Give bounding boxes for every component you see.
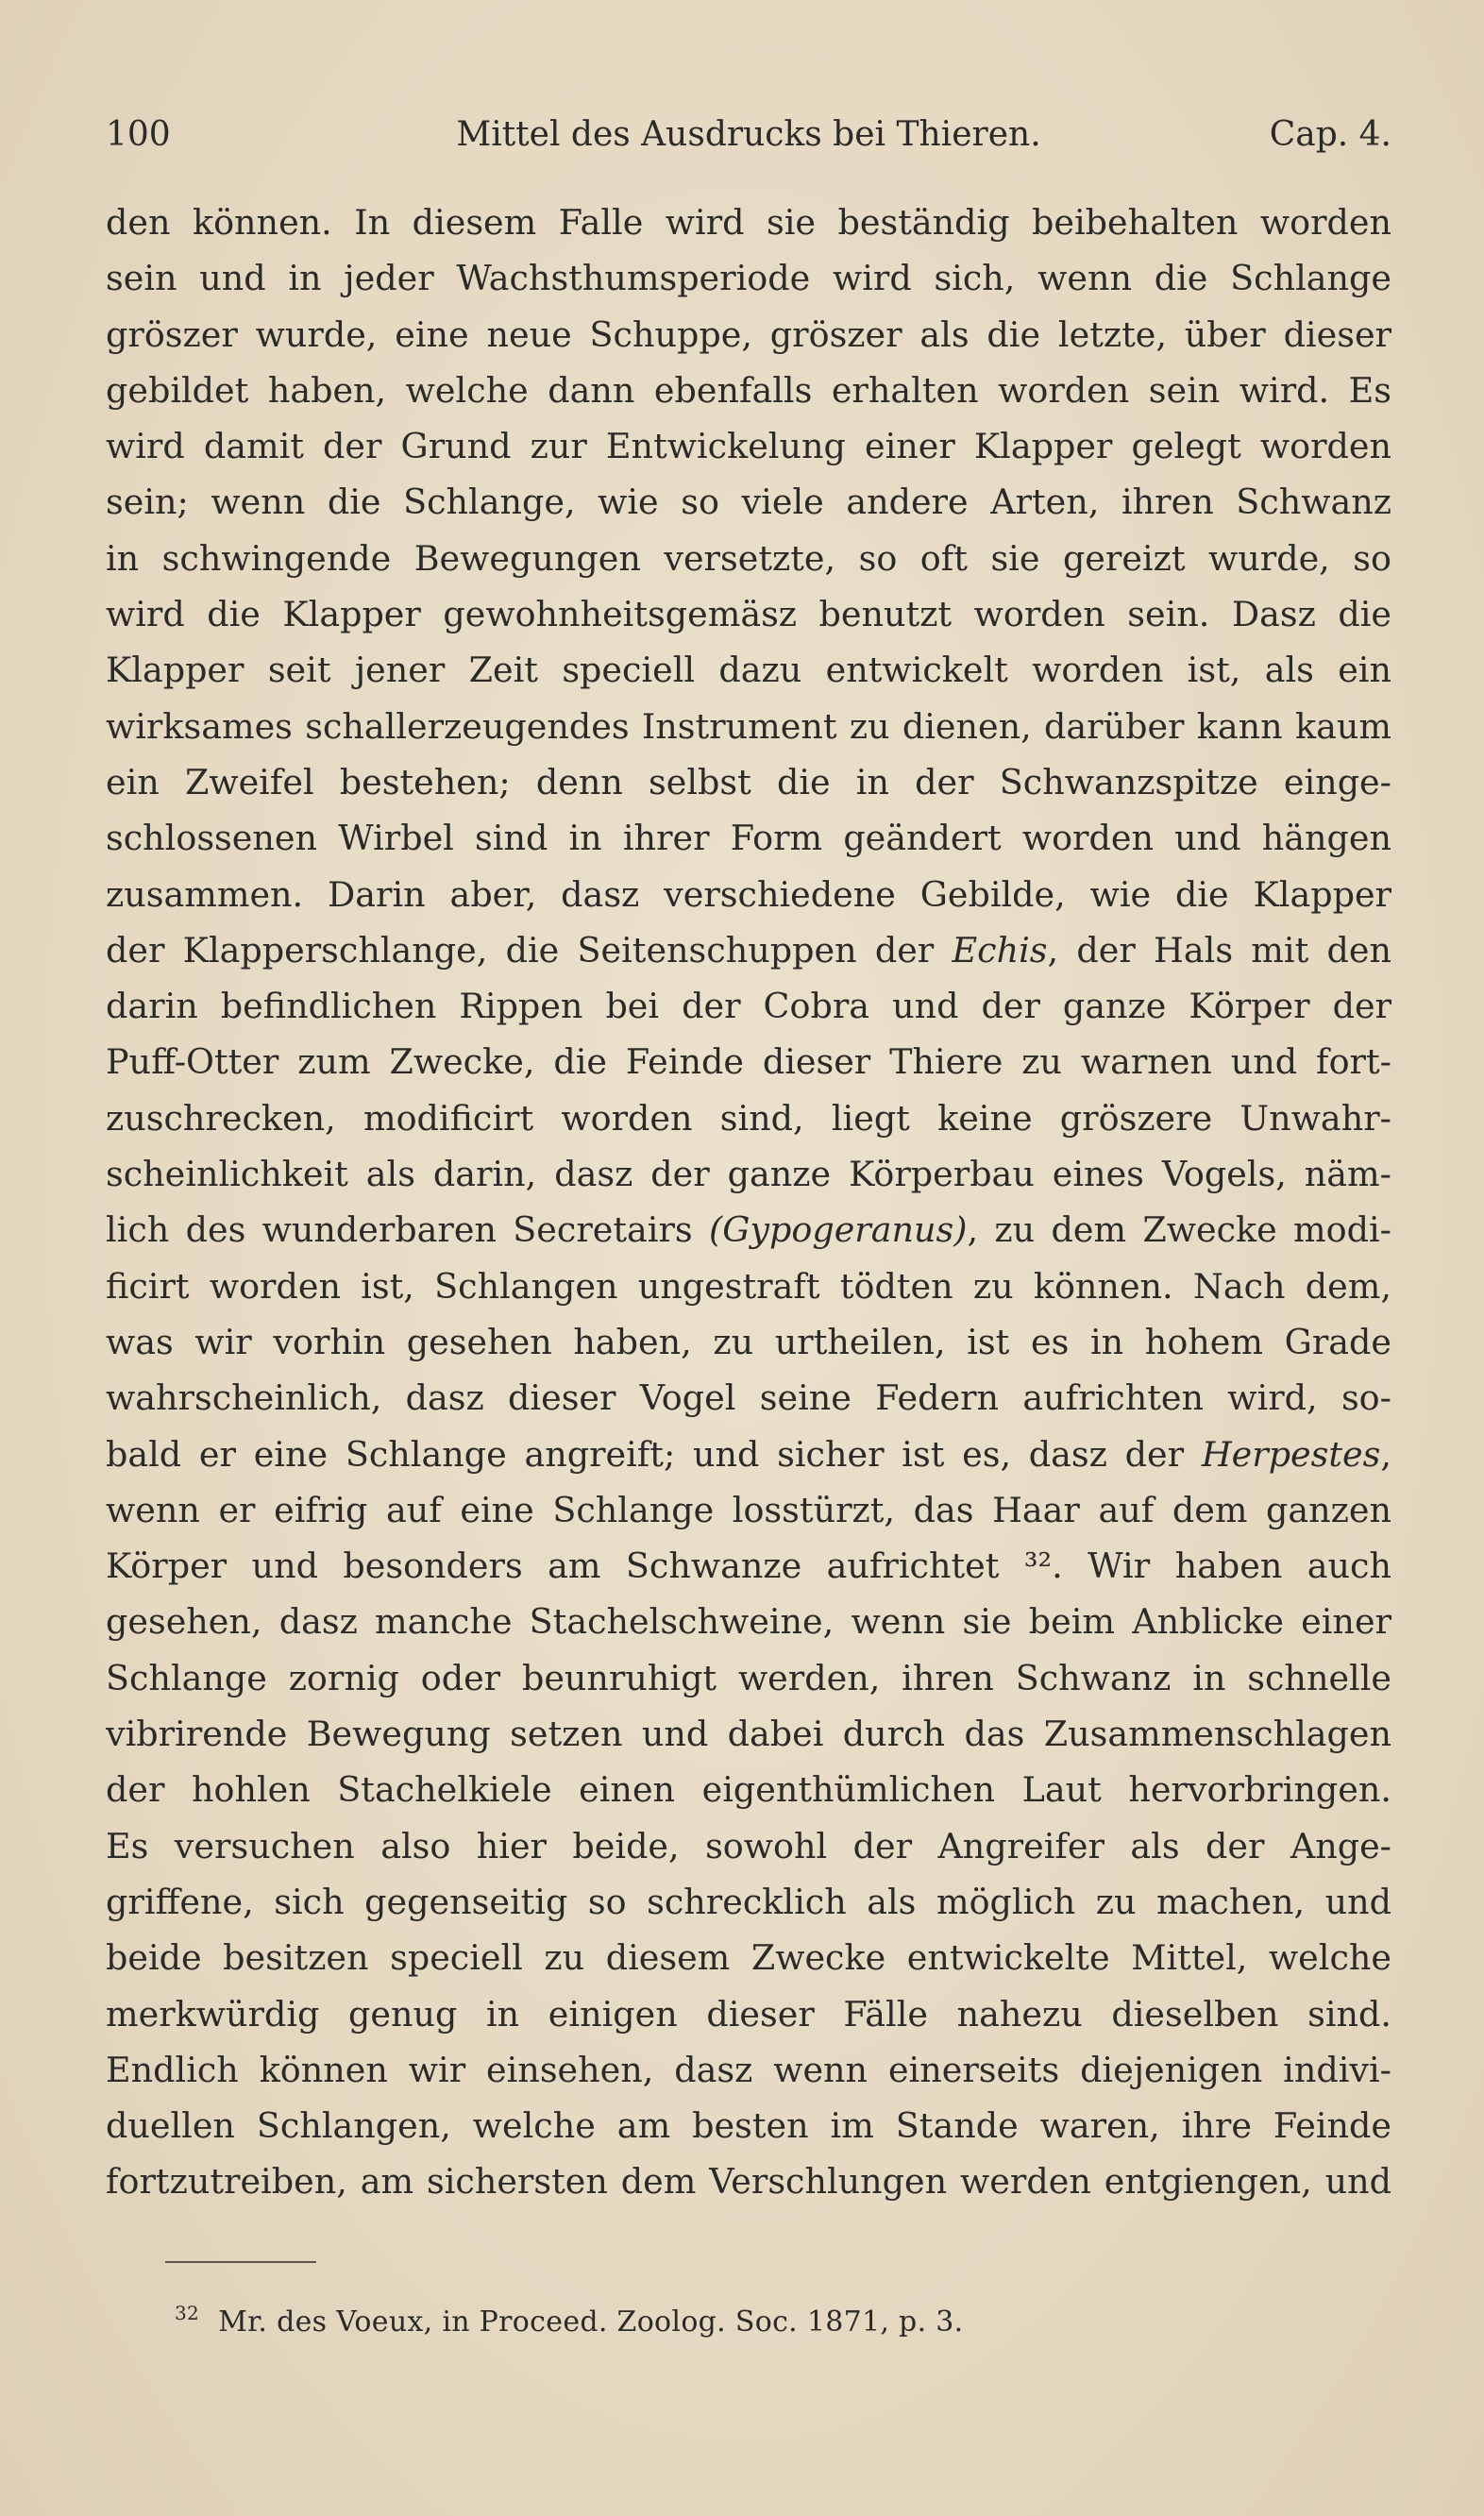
text-line: Körper und besonders am Schwanze aufrichtet ³². Wir haben auch bbox=[106, 1545, 1391, 1587]
text-line: gesehen, dasz manche Stachelschweine, wenn sie beim Anblicke einer bbox=[106, 1601, 1391, 1643]
text-line: Endlich können wir einsehen, dasz wenn einerseits diejenigen indivi- bbox=[106, 2049, 1391, 2090]
text-line: gebildet haben, welche dann ebenfalls erhalten worden sein wird. Es bbox=[106, 369, 1391, 411]
text-line: Puff-Otter zum Zwecke, die Feinde dieser Thiere zu warnen und fort- bbox=[106, 1041, 1391, 1083]
text-line: wirksames schallerzeugendes Instrument zu dienen, darüber kann kaum bbox=[106, 705, 1391, 747]
footnote-marker: 32 bbox=[175, 2302, 200, 2324]
text-line: duellen Schlangen, welche am besten im Stande waren, ihre Feinde bbox=[106, 2105, 1391, 2147]
text-line: Klapper seit jener Zeit speciell dazu entwickelt worden ist, als ein bbox=[106, 650, 1391, 691]
text-line: wahrscheinlich, dasz dieser Vogel seine Federn aufrichten wird, so- bbox=[106, 1377, 1391, 1419]
text-line: was wir vorhin gesehen haben, zu urtheilen, ist es in hohem Grade bbox=[106, 1321, 1391, 1362]
footnote-text: Mr. des Voeux, in Proceed. Zoolog. Soc. 1871, p. 3. bbox=[218, 2305, 964, 2339]
text-line: merkwürdig genug in einigen dieser Fälle nahezu dieselben sind. bbox=[106, 1993, 1391, 2035]
chapter-label: Cap. 4. bbox=[1269, 115, 1391, 154]
text-line: wenn er eifrig auf eine Schlange losstürzt, das Haar auf dem ganzen bbox=[106, 1489, 1391, 1530]
text-line: vibrirende Bewegung setzen und dabei durch das Zusammenschlagen bbox=[106, 1714, 1391, 1755]
text-line: zusammen. Darin aber, dasz verschiedene Gebilde, wie die Klapper bbox=[106, 873, 1391, 915]
text-line: sein und in jeder Wachsthumsperiode wird sich, wenn die Schlange bbox=[106, 258, 1391, 299]
text-line: bald er eine Schlange angreift; und sicher ist es, dasz der Herpestes, bbox=[106, 1433, 1391, 1475]
text-line: griffene, sich gegenseitig so schrecklich als möglich zu machen, und bbox=[106, 1881, 1391, 1922]
page-number: 100 bbox=[106, 115, 171, 154]
text-line: zuschrecken, modificirt worden sind, liegt keine gröszere Unwahr- bbox=[106, 1097, 1391, 1139]
body-text bbox=[106, 194, 1391, 2210]
text-line: beide besitzen speciell zu diesem Zwecke entwickelte Mittel, welche bbox=[106, 1937, 1391, 1979]
text-line: der hohlen Stachelkiele einen eigenthümlichen Laut hervorbringen. bbox=[106, 1769, 1391, 1811]
text-line: in schwingende Bewegungen versetzte, so oft sie gereizt wurde, so bbox=[106, 537, 1391, 579]
text-line: den können. In diesem Falle wird sie beständig beibehalten worden bbox=[106, 202, 1391, 243]
text-line: schlossenen Wirbel sind in ihrer Form geändert worden und hängen bbox=[106, 818, 1391, 859]
running-title: Mittel des Ausdrucks bei Thieren. bbox=[456, 115, 1041, 154]
text-line: ficirt worden ist, Schlangen ungestraft tödten zu können. Nach dem, bbox=[106, 1265, 1391, 1307]
footnote bbox=[175, 2289, 963, 2346]
text-line: der Klapperschlange, die Seitenschuppen der Echis, der Hals mit den bbox=[106, 929, 1391, 971]
text-line: gröszer wurde, eine neue Schuppe, gröszer als die letzte, über dieser bbox=[106, 313, 1391, 355]
text-line: wird damit der Grund zur Entwickelung einer Klapper gelegt worden bbox=[106, 426, 1391, 467]
text-line: sein; wenn die Schlange, wie so viele andere Arten, ihren Schwanz bbox=[106, 481, 1391, 523]
footnote-divider bbox=[165, 2261, 316, 2263]
running-header bbox=[106, 111, 1391, 159]
text-line: darin befindlichen Rippen bei der Cobra und der ganze Körper der bbox=[106, 986, 1391, 1027]
text-line: lich des wunderbaren Secretairs (Gypogeranus), zu dem Zwecke modi- bbox=[106, 1209, 1391, 1251]
text-line: ein Zweifel bestehen; denn selbst die in der Schwanzspitze einge- bbox=[106, 761, 1391, 802]
text-line: fortzutreiben, am sichersten dem Verschlungen werden entgiengen, und bbox=[106, 2161, 1391, 2203]
text-line: wird die Klapper gewohnheitsgemäsz benutzt worden sein. Dasz die bbox=[106, 594, 1391, 635]
text-line: Schlange zornig oder beunruhigt werden, ihren Schwanz in schnelle bbox=[106, 1657, 1391, 1698]
text-line: Es versuchen also hier beide, sowohl der Angreifer als der Ange- bbox=[106, 1825, 1391, 1866]
text-line: scheinlichkeit als darin, dasz der ganze Körperbau eines Vogels, näm- bbox=[106, 1154, 1391, 1195]
